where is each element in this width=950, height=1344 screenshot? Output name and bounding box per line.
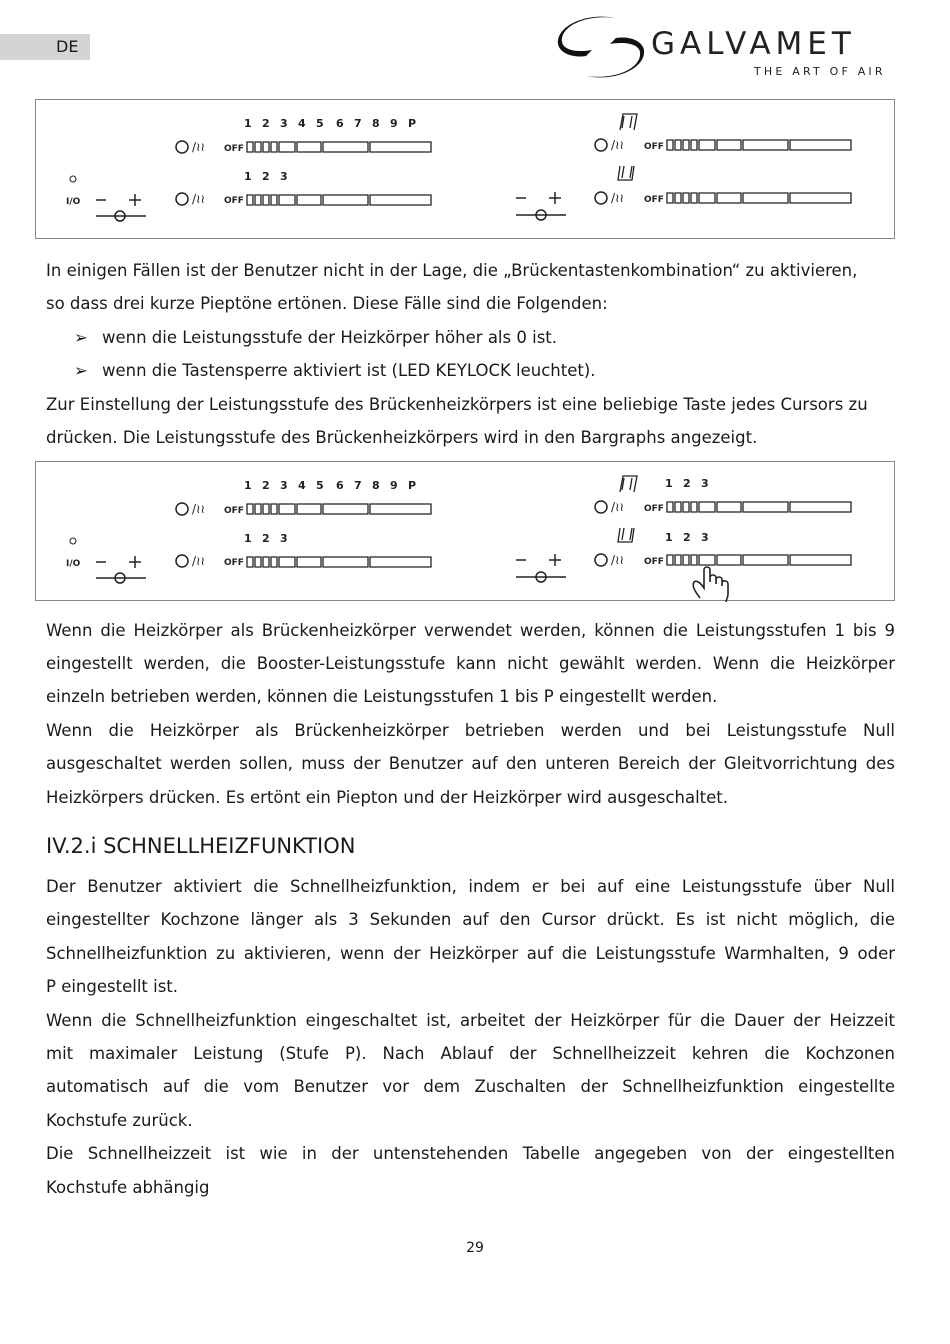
timer-icon xyxy=(176,503,188,515)
svg-text:/≀≀: /≀≀ xyxy=(192,502,206,516)
level-label: P xyxy=(408,479,417,492)
off-label: OFF xyxy=(644,195,664,205)
bullet-item: ➢ wenn die Leistungsstufe der Heizkörper höher als 0 ist. xyxy=(74,321,557,355)
level-label: 3 xyxy=(280,532,288,545)
level-label: 7 xyxy=(354,117,362,130)
intro-line: Zur Einstellung der Leistungsstufe des Brückenheizkörpers ist eine beliebige Taste jedes Cursors zu xyxy=(46,395,868,414)
svg-text:/≀≀: /≀≀ xyxy=(611,191,625,205)
level-label: 9 xyxy=(390,117,398,130)
brand-tagline: THE ART OF AIR xyxy=(754,65,886,78)
timer-icon xyxy=(595,139,607,151)
body-line: automatisch auf die vom Benutzer vor dem Zuschalten der Schnellheizfunktion eingestellte xyxy=(46,1077,895,1096)
body-line: ausgeschaltet werden sollen, muss der Benutzer auf den unteren Bereich der Gleitvorrichtung des xyxy=(46,754,895,773)
level-label: 1 xyxy=(244,479,252,492)
body-line: einzeln betrieben werden, können die Leistungsstufen 1 bis P eingestellt werden. xyxy=(46,687,718,706)
body-line: eingestellter Kochzone länger als 3 Sekunden auf den Cursor drückt. Es ist nicht möglich, die xyxy=(46,910,895,929)
body-line: Wenn die Heizkörper als Brückenheizkörper betrieben werden und bei Leistungsstufe Null xyxy=(46,721,895,740)
off-label: OFF xyxy=(224,144,244,154)
io-label: I/O xyxy=(66,559,81,569)
level-label: 1 xyxy=(244,532,252,545)
svg-text:/≀≀: /≀≀ xyxy=(192,554,206,568)
level-label: 3 xyxy=(280,170,288,183)
power-indicator-icon xyxy=(70,176,76,182)
off-label: OFF xyxy=(224,196,244,206)
timer-icon xyxy=(176,193,188,205)
bullet-item: ➢ wenn die Tastensperre aktiviert ist (LED KEYLOCK leuchtet). xyxy=(74,354,596,388)
level-label: P xyxy=(408,117,417,130)
level-label: 1 xyxy=(665,531,673,544)
body-line: eingestellt werden, die Booster-Leistungsstufe kann nicht gewählt werden. Wenn die Heizkörper xyxy=(46,654,895,673)
timer-icon xyxy=(176,555,188,567)
svg-text:/≀≀: /≀≀ xyxy=(611,553,625,567)
level-label: 2 xyxy=(262,532,270,545)
level-label: 7 xyxy=(354,479,362,492)
arrow-bullet-icon: ➢ xyxy=(74,328,88,347)
brand-name: GALVAMET xyxy=(651,26,856,62)
body-line: Die Schnellheizzeit ist wie in der untenstehenden Tabelle angegeben von der eingestellten xyxy=(46,1144,895,1163)
svg-text:/≀≀: /≀≀ xyxy=(192,140,206,154)
svg-text:/≀≀: /≀≀ xyxy=(611,500,625,514)
level-label: 3 xyxy=(280,117,288,130)
panel-drawing xyxy=(36,100,896,240)
seven-segment-display-icon xyxy=(618,528,634,542)
level-label: 8 xyxy=(372,479,380,492)
timer-icon xyxy=(595,554,607,566)
svg-text:/≀≀: /≀≀ xyxy=(192,192,206,206)
level-label: 8 xyxy=(372,117,380,130)
control-panel-diagram-1 xyxy=(35,99,895,239)
brand-logo xyxy=(556,12,901,82)
logo-swirl-icon xyxy=(556,12,646,82)
level-label: 4 xyxy=(298,479,306,492)
level-label: 2 xyxy=(683,477,691,490)
level-label: 3 xyxy=(701,531,709,544)
level-label: 6 xyxy=(336,479,344,492)
svg-text:/≀≀: /≀≀ xyxy=(611,138,625,152)
page-number: 29 xyxy=(466,1240,484,1256)
level-label: 1 xyxy=(244,170,252,183)
timer-icon xyxy=(595,192,607,204)
pointing-hand-icon xyxy=(693,567,728,602)
body-line: P eingestellt ist. xyxy=(46,977,179,996)
off-label: OFF xyxy=(644,142,664,152)
level-label: 4 xyxy=(298,117,306,130)
body-line: Kochstufe abhängig xyxy=(46,1178,210,1197)
body-line: Kochstufe zurück. xyxy=(46,1111,193,1130)
level-label: 2 xyxy=(262,479,270,492)
intro-line: drücken. Die Leistungsstufe des Brückenheizkörpers wird in den Bargraphs angezeigt. xyxy=(46,428,758,447)
seven-segment-display-icon xyxy=(620,114,637,130)
seven-segment-display-icon xyxy=(620,476,637,492)
section-heading: IV.2.i SCHNELLHEIZFUNKTION xyxy=(46,834,356,858)
seven-segment-display-icon xyxy=(618,166,634,180)
level-label: 5 xyxy=(316,117,324,130)
body-line: Der Benutzer aktiviert die Schnellheizfunktion, indem er bei auf eine Leistungsstufe über Null xyxy=(46,877,895,896)
level-label: 1 xyxy=(665,477,673,490)
timer-icon xyxy=(595,501,607,513)
power-indicator-icon xyxy=(70,538,76,544)
off-label: OFF xyxy=(224,558,244,568)
arrow-bullet-icon: ➢ xyxy=(74,361,88,380)
io-label: I/O xyxy=(66,197,81,207)
body-line: Schnellheizfunktion zu aktivieren, wenn der Heizkörper auf die Leistungsstufe Warmhalten, 9 oder xyxy=(46,944,895,963)
level-label: 5 xyxy=(316,479,324,492)
panel-drawing xyxy=(36,462,896,602)
level-label: 3 xyxy=(280,479,288,492)
control-panel-diagram-2 xyxy=(35,461,895,601)
body-line: Wenn die Schnellheizfunktion eingeschaltet ist, arbeitet der Heizkörper für die Dauer der Heizzeit xyxy=(46,1011,895,1030)
off-label: OFF xyxy=(644,504,664,514)
level-label: 1 xyxy=(244,117,252,130)
level-label: 2 xyxy=(683,531,691,544)
off-label: OFF xyxy=(224,506,244,516)
intro-line: In einigen Fällen ist der Benutzer nicht in der Lage, die „Brückentastenkombination“ zu aktivieren, xyxy=(46,261,858,280)
body-line: mit maximaler Leistung (Stufe P). Nach Ablauf der Schnellheizzeit kehren die Kochzonen xyxy=(46,1044,895,1063)
body-line: Wenn die Heizkörper als Brückenheizkörper verwendet werden, können die Leistungsstufen 1 bis 9 xyxy=(46,621,895,640)
level-label: 6 xyxy=(336,117,344,130)
intro-line: so dass drei kurze Pieptöne ertönen. Diese Fälle sind die Folgenden: xyxy=(46,294,608,313)
off-label: OFF xyxy=(644,557,664,567)
level-label: 3 xyxy=(701,477,709,490)
level-label: 2 xyxy=(262,117,270,130)
timer-icon xyxy=(176,141,188,153)
language-tab: DE xyxy=(0,34,90,60)
level-label: 9 xyxy=(390,479,398,492)
body-line: Heizkörpers drücken. Es ertönt ein Piepton und der Heizkörper wird ausgeschaltet. xyxy=(46,788,729,807)
level-label: 2 xyxy=(262,170,270,183)
